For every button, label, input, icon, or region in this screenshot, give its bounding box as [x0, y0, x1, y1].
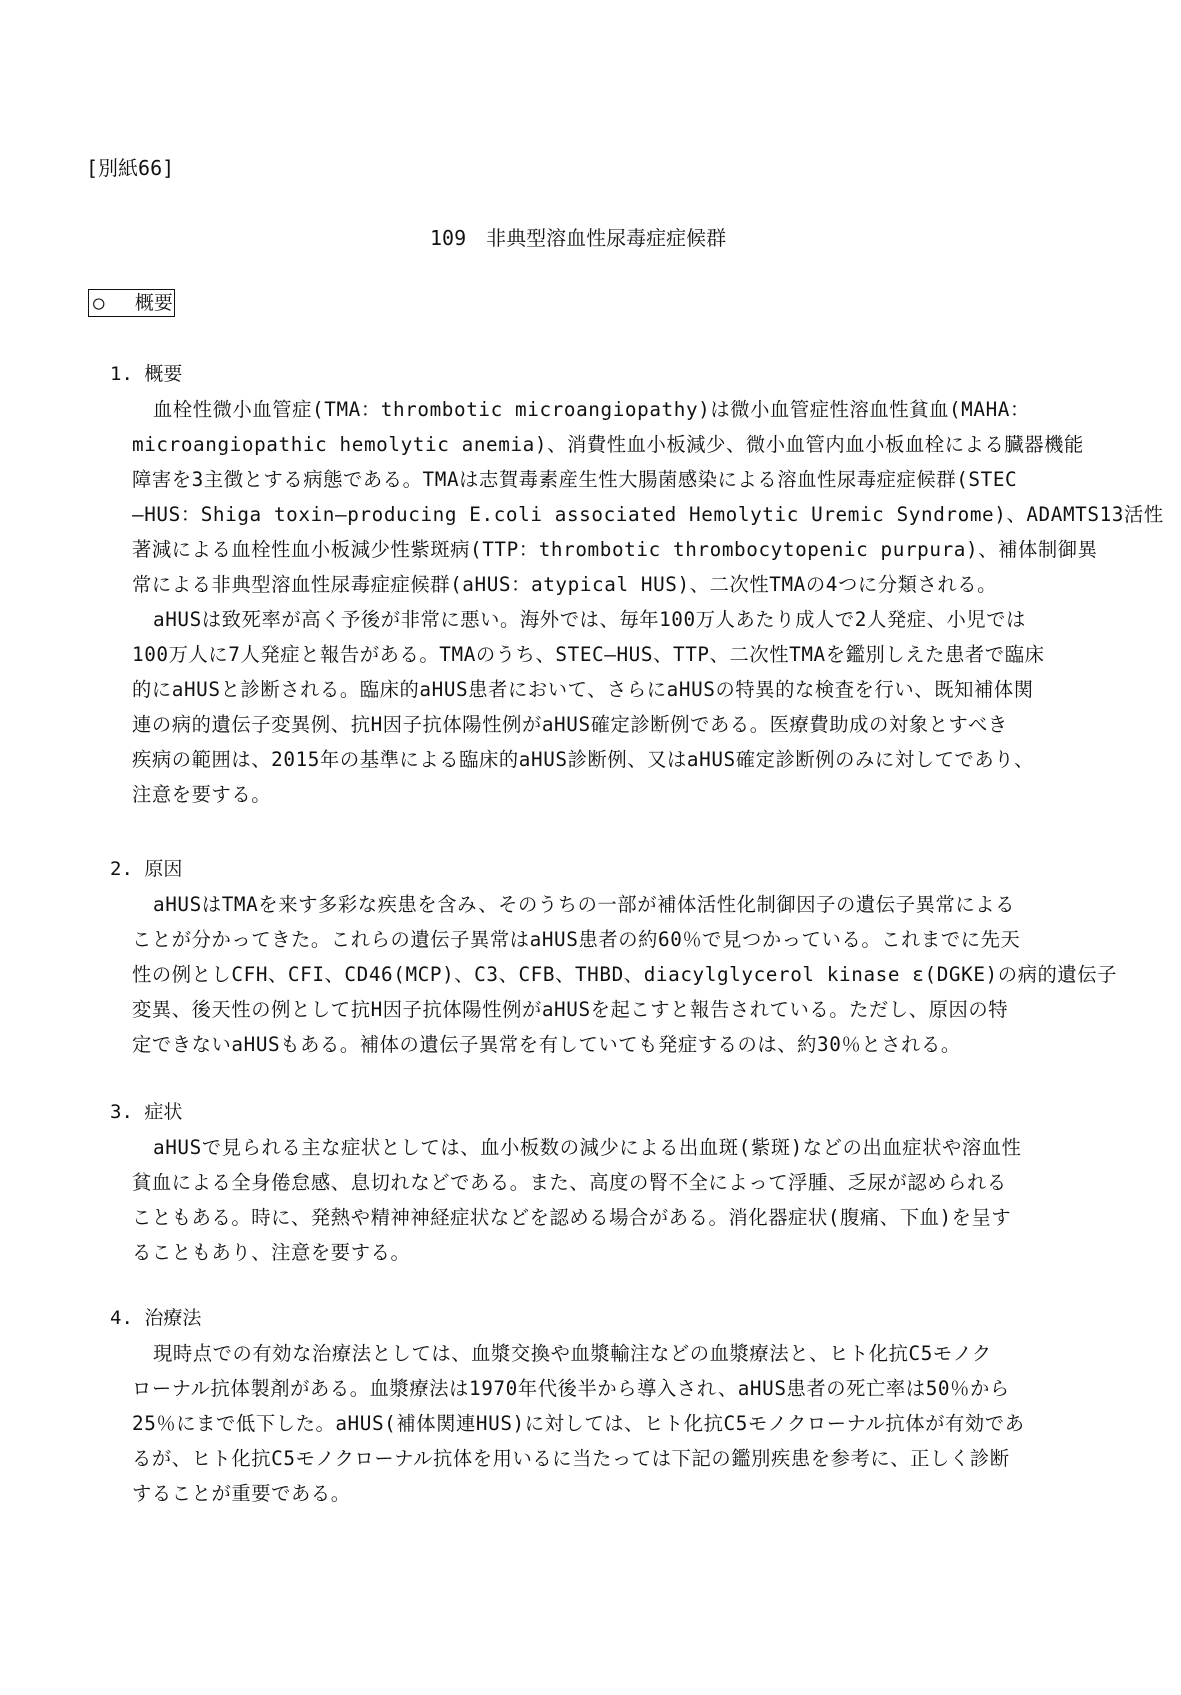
section-heading: 3. 症状	[110, 1101, 183, 1123]
section-overview	[110, 357, 1164, 812]
text-line: 100万人に7人発症と報告がある。TMAのうち、STEC―HUS、TTP、二次性TMAを鑑別しえた患者で臨床	[132, 643, 1045, 666]
text-line: 血栓性微小血管症(TMA：thrombotic microangiopathy)は微小血管症性溶血性貧血(MAHA：	[153, 398, 1030, 421]
boxed-section-heading: ○ 概要	[88, 289, 175, 317]
text-line: るが、ヒト化抗C5モノクローナル抗体を用いるに当たっては下記の鑑別疾患を参考に、正しく診断	[132, 1447, 1010, 1470]
text-line: aHUSで見られる主な症状としては、血小板数の減少による出血斑(紫斑)などの出血症状や溶血性	[153, 1136, 1022, 1159]
text-line: 障害を3主徴とする病態である。TMAは志賀毒素産生性大腸菌感染による溶血性尿毒症症候群(STEC	[132, 468, 1018, 491]
section-heading: 4. 治療法	[110, 1307, 202, 1329]
text-line: 25％にまで低下した。aHUS(補体関連HUS)に対しては、ヒト化抗C5モノクローナル抗体が有効であ	[132, 1412, 1025, 1435]
annex-label: [別紙66]	[86, 156, 175, 180]
text-line: 性の例としCFH、CFI、CD46(MCP)、C3、CFB、THBD、diacylglycerol kinase ε(DGKE)の病的遺伝子	[132, 963, 1118, 986]
text-line: 疾病の範囲は、2015年の基準による臨床的aHUS診断例、又はaHUS確定診断例のみに対してであり、	[132, 748, 1034, 771]
text-line: 変異、後天性の例として抗H因子抗体陽性例がaHUSを起こすと報告されている。ただし、原因の特	[132, 998, 1009, 1021]
paragraph	[132, 602, 1095, 812]
section-heading: 2. 原因	[110, 858, 183, 880]
text-line: 的にaHUSと診断される。臨床的aHUS患者において、さらにaHUSの特異的な検査を行い、既知補体関	[132, 678, 1034, 701]
text-line: 現時点での有効な治療法としては、血漿交換や血漿輸注などの血漿療法と、ヒト化抗C5モノク	[153, 1342, 992, 1365]
text-line: 著減による血栓性血小板減少性紫斑病(TTP：thrombotic thrombocytopenic purpura)、補体制御異	[132, 538, 1098, 561]
text-line: ―HUS：Shiga toxin―producing E.coli associated Hemolytic Uremic Syndrome)、ADAMTS13活性	[132, 503, 1164, 526]
text-line: aHUSは致死率が高く予後が非常に悪い。海外では、毎年100万人あたり成人で2人発症、小児では	[153, 608, 1027, 631]
text-line: 注意を要する。	[132, 783, 272, 806]
text-line: ことが分かってきた。これらの遺伝子異常はaHUS患者の約60％で見つかっている。これまでに先天	[132, 928, 1021, 951]
text-line: microangiopathic hemolytic anemia)、消費性血小板減少、微小血管内血小板血栓による臓器機能	[132, 433, 1084, 456]
text-line: ローナル抗体製剤がある。血漿療法は1970年代後半から導入され、aHUS患者の死亡率は50％から	[132, 1377, 1010, 1400]
page-title: 109 非典型溶血性尿毒症症候群	[430, 226, 727, 250]
section-heading: 1. 概要	[110, 363, 183, 385]
section-treatment	[110, 1301, 1095, 1511]
text-line: aHUSはTMAを来す多彩な疾患を含み、そのうちの一部が補体活性化制御因子の遺伝子異常による	[153, 893, 1015, 916]
paragraph	[132, 392, 1164, 602]
paragraph	[132, 887, 1118, 1062]
text-line: 常による非典型溶血性尿毒症症候群(aHUS：atypical HUS)、二次性TMAの4つに分類される。	[132, 573, 998, 596]
text-line: こともある。時に、発熱や精神神経症状などを認める場合がある。消化器症状(腹痛、下血)を呈す	[132, 1206, 1012, 1229]
paragraph	[132, 1336, 1095, 1511]
section-symptoms	[110, 1095, 1095, 1270]
text-line: 定できないaHUSもある。補体の遺伝子異常を有していても発症するのは、約30％とされる。	[132, 1033, 961, 1056]
text-line: 貧血による全身倦怠感、息切れなどである。また、高度の腎不全によって浮腫、乏尿が認められる	[132, 1171, 1007, 1194]
section-cause	[110, 852, 1118, 1062]
text-line: することが重要である。	[132, 1482, 351, 1505]
paragraph	[132, 1130, 1095, 1270]
text-line: ることもあり、注意を要する。	[132, 1241, 411, 1264]
text-line: 連の病的遺伝子変異例、抗H因子抗体陽性例がaHUS確定診断例である。医療費助成の対象とすべき	[132, 713, 1008, 736]
